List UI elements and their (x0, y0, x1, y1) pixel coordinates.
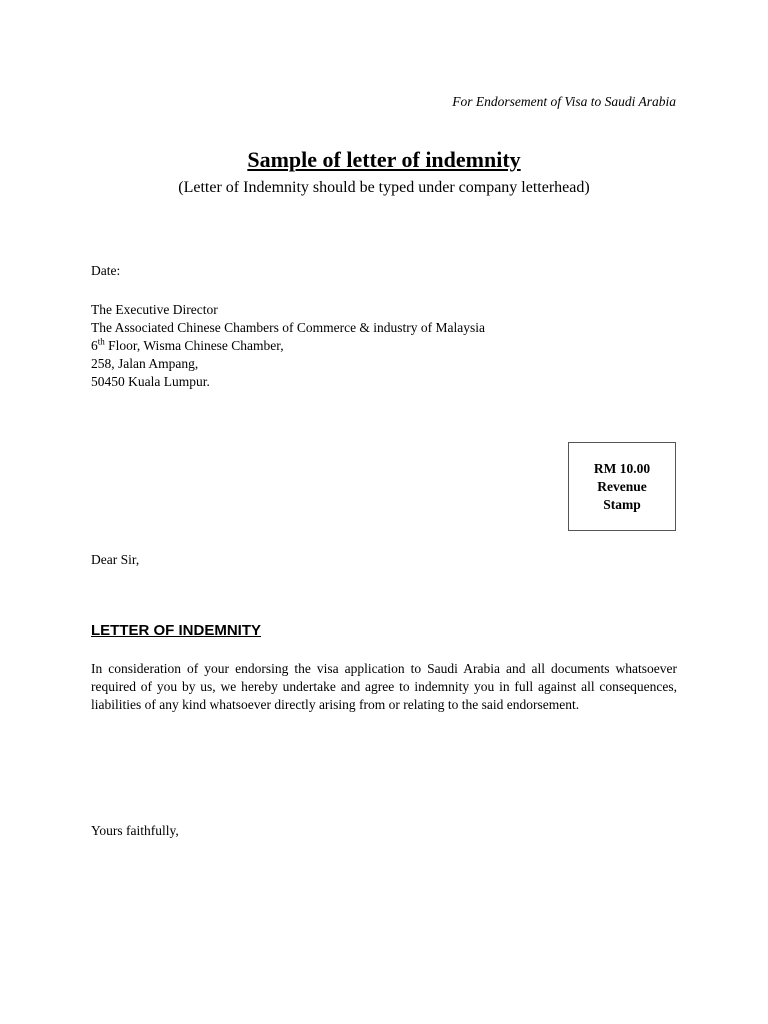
salutation: Dear Sir, (91, 552, 140, 567)
floor-ordinal-suffix: th (97, 336, 105, 347)
floor-building: Floor, Wisma Chinese Chamber, (104, 338, 284, 353)
indemnity-paragraph: In consideration of your endorsing the visa application to Saudi Arabia and all documents whatsoever required of you by us, we hereby undertake and agree to indemnity you in full against all consequences, liabilities of any kind whatsoever directly arising from or relating to the said endorsement. (91, 661, 677, 712)
address-line-organization: The Associated Chinese Chambers of Commerce & industry of Malaysia (91, 320, 486, 335)
address-line-city: 50450 Kuala Lumpur. (91, 374, 210, 389)
address-line-recipient-title: The Executive Director (91, 302, 218, 317)
revenue-stamp-box (568, 442, 676, 531)
date-label: Date: (91, 263, 121, 278)
stamp-amount: RM 10.00 (593, 460, 651, 476)
stamp-label-stamp: Stamp (603, 496, 641, 512)
document-subtitle: (Letter of Indemnity should be typed under company letterhead) (178, 179, 590, 196)
floor-number: 6 (91, 338, 98, 353)
address-line-street: 258, Jalan Ampang, (91, 356, 199, 371)
recipient-address (91, 301, 485, 391)
letter-heading: LETTER OF INDEMNITY (91, 622, 261, 639)
document-title: Sample of letter of indemnity (247, 147, 521, 172)
stamp-label-revenue: Revenue (597, 478, 647, 494)
address-line-floor (91, 337, 485, 355)
endorsement-note: For Endorsement of Visa to Saudi Arabia (452, 94, 676, 109)
closing: Yours faithfully, (91, 823, 179, 838)
